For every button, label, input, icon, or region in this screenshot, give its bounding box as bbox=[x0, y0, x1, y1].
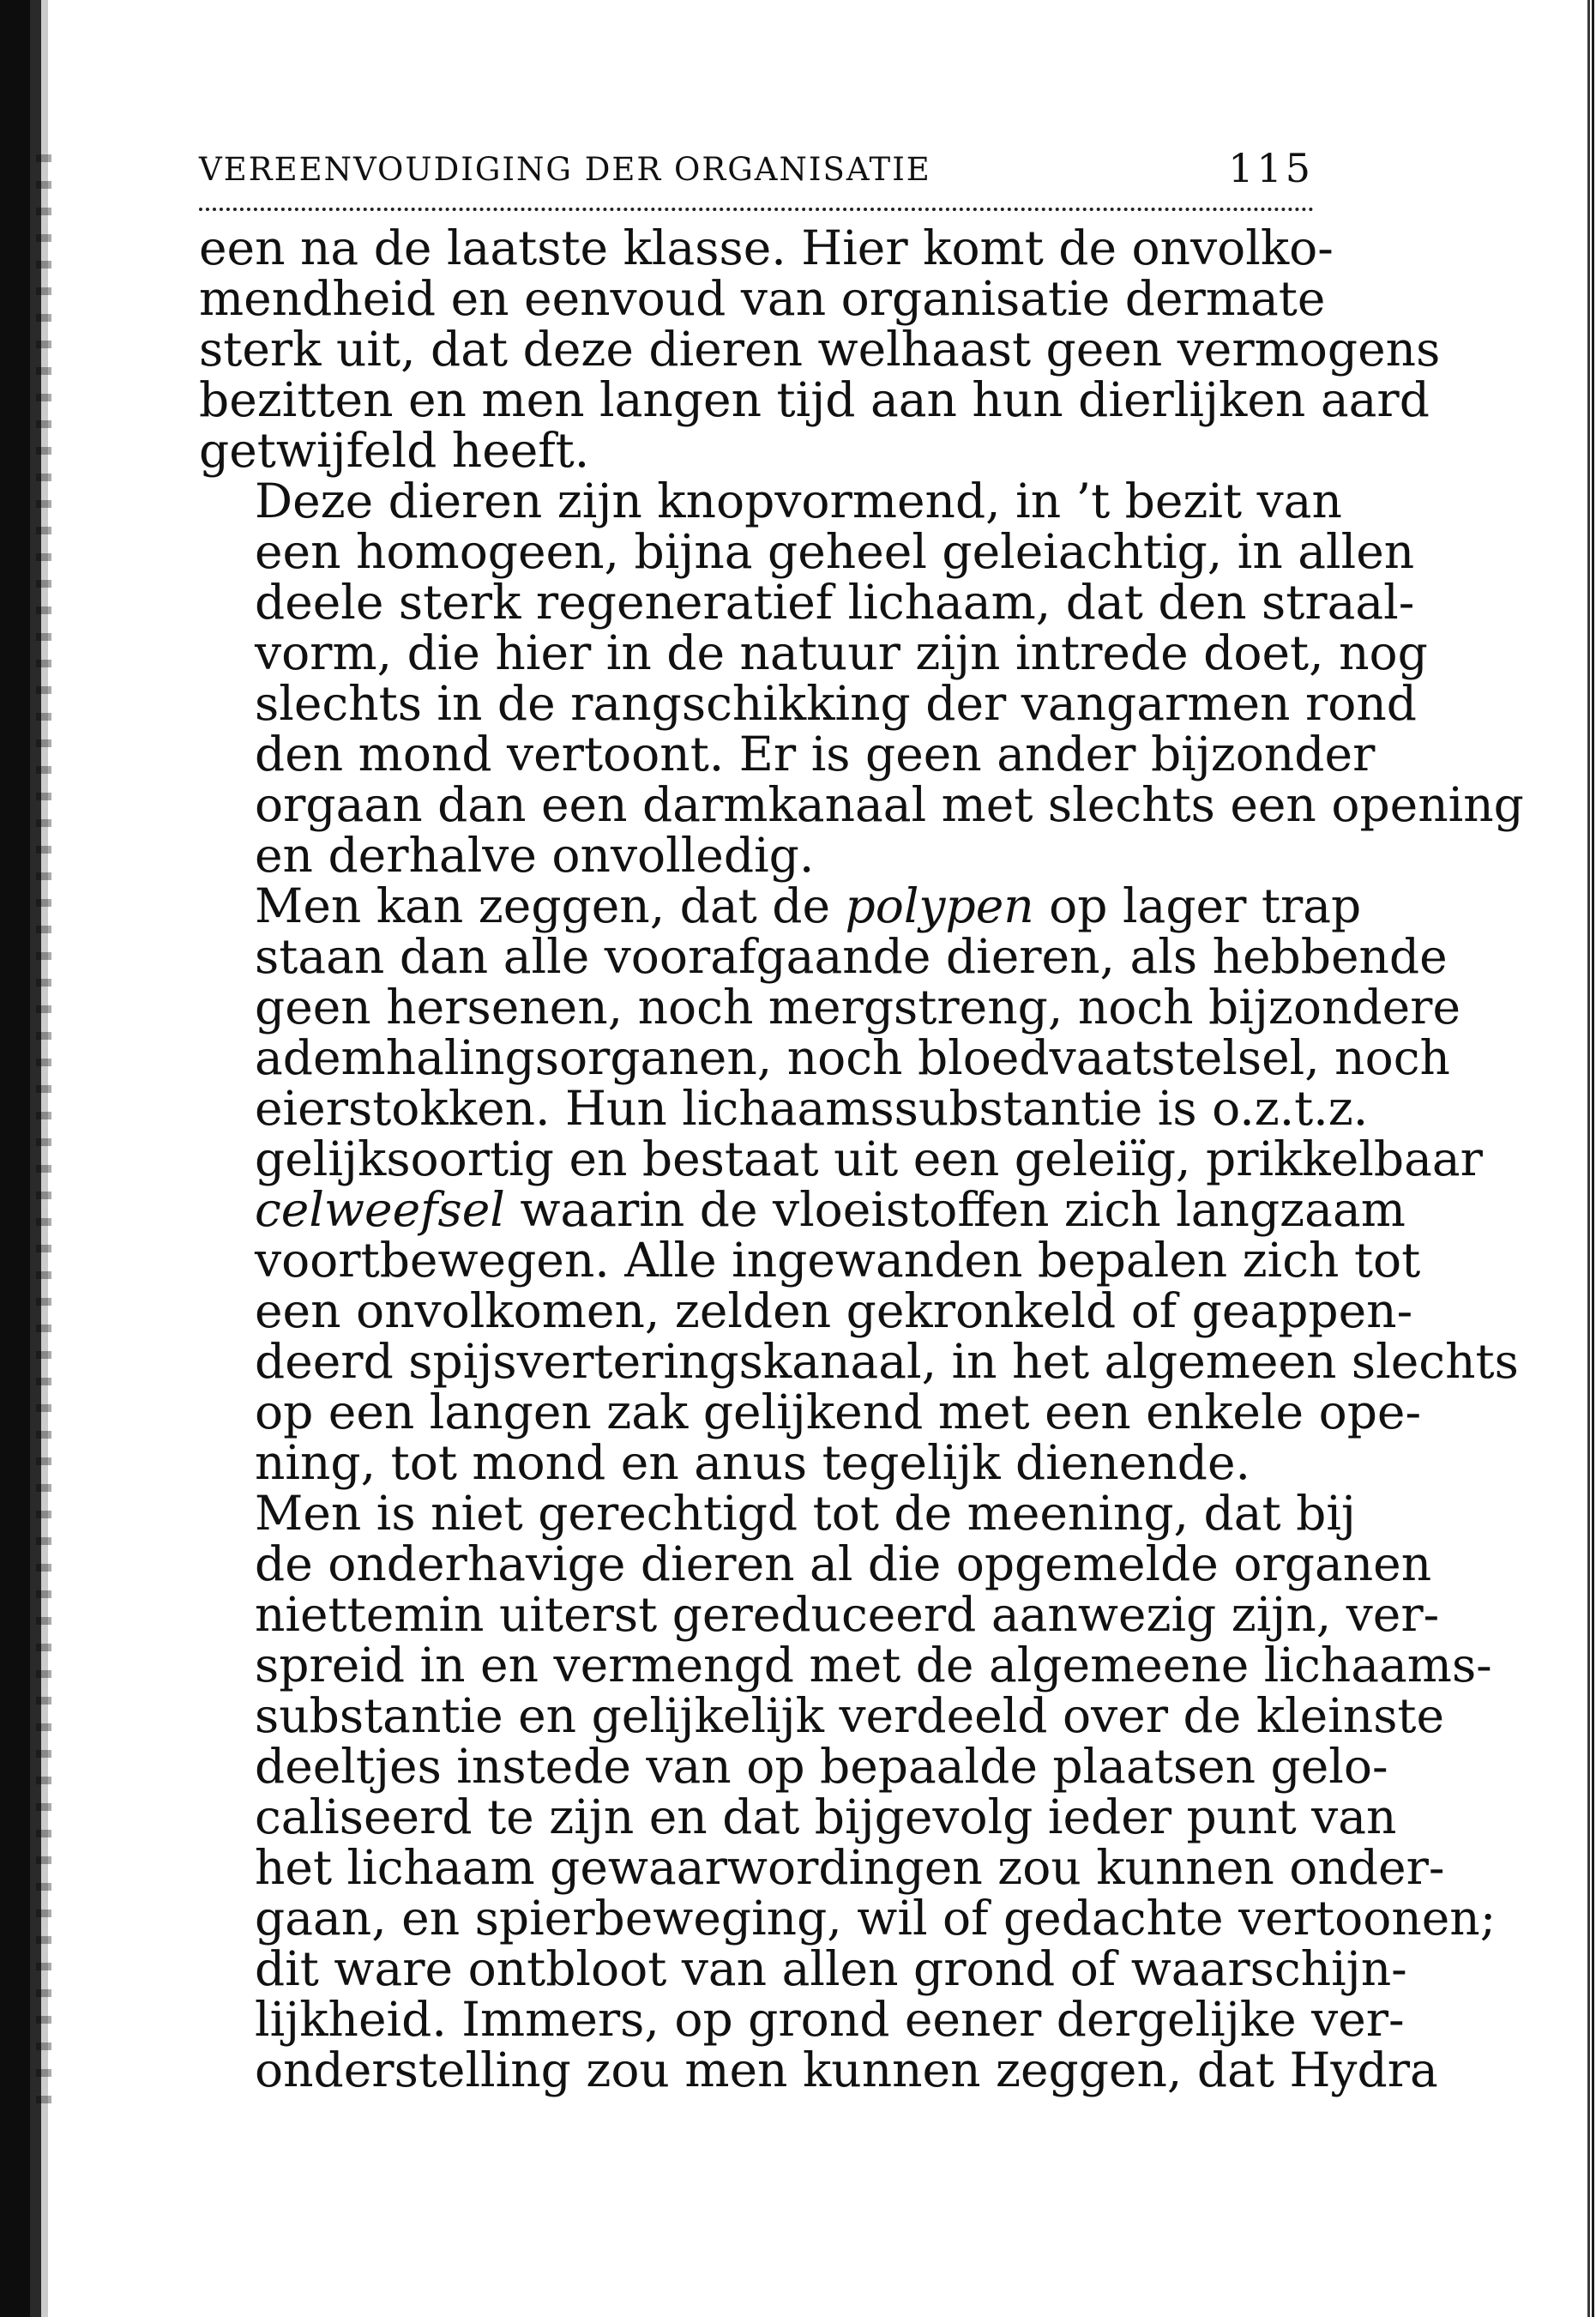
line: dit ware ontbloot van allen grond of waarschijn- bbox=[255, 1941, 1407, 1996]
line: gaan, en spierbeweging, wil of gedachte vertoonen; bbox=[255, 1891, 1497, 1946]
line: ning, tot mond en anus tegelijk dienende. bbox=[255, 1435, 1251, 1490]
line: getwijfeld heeft. bbox=[199, 423, 590, 478]
italic-term: celweefsel bbox=[255, 1182, 505, 1237]
line: caliseerd te zijn en dat bijgevolg ieder punt van bbox=[255, 1789, 1397, 1844]
paragraph-3 bbox=[199, 878, 1519, 1490]
line-text: op lager trap bbox=[1033, 878, 1362, 933]
line: mendheid en eenvoud van organisatie dermate bbox=[199, 271, 1326, 326]
line: de onderhavige dieren al die opgemelde organen bbox=[255, 1536, 1432, 1591]
running-title: VEREENVOUDIGING DER ORGANISATIE bbox=[199, 151, 931, 188]
line: onderstelling zou men kunnen zeggen, dat Hydra bbox=[255, 2042, 1438, 2097]
page-number: 115 bbox=[1228, 145, 1314, 191]
line: bezitten en men langen tijd aan hun dierlijken aard bbox=[199, 372, 1430, 427]
line: staan dan alle voorafgaande dieren, als hebbende bbox=[255, 929, 1448, 984]
line: een na de laatste klasse. Hier komt de onvolko- bbox=[199, 220, 1334, 275]
line: spreid in en vermengd met de algemeene lichaams- bbox=[255, 1638, 1492, 1692]
book-page bbox=[199, 145, 1524, 2097]
line: het lichaam gewaarwordingen zou kunnen onder- bbox=[255, 1840, 1445, 1895]
dotted-rule bbox=[199, 208, 1314, 211]
paragraph-2 bbox=[199, 474, 1524, 883]
line: deeltjes instede van op bepaalde plaatsen gelo- bbox=[255, 1739, 1388, 1794]
line bbox=[199, 1182, 1406, 1237]
paragraph-4 bbox=[199, 1486, 1497, 2097]
line: geen hersenen, noch mergstreng, noch bijzondere bbox=[255, 980, 1461, 1035]
line: een homogeen, bijna geheel geleiachtig, in allen bbox=[255, 524, 1415, 579]
line: substantie en gelijkelijk verdeeld over de kleinste bbox=[255, 1688, 1445, 1743]
line: een onvolkomen, zelden gekronkeld of geappen- bbox=[255, 1283, 1413, 1338]
line-text: waarin de vloeistoffen zich langzaam bbox=[504, 1182, 1406, 1237]
line: den mond vertoont. Er is geen ander bijzonder bbox=[255, 727, 1376, 781]
line: en derhalve onvolledig. bbox=[255, 828, 815, 883]
line: Men is niet gerechtigd tot de meening, dat bij bbox=[255, 1486, 1356, 1541]
line: ademhalingsorganen, noch bloedvaatstelsel, noch bbox=[255, 1030, 1450, 1085]
scan-binding-shadow bbox=[0, 0, 53, 2317]
line bbox=[199, 878, 1362, 933]
scan-page-edge bbox=[1581, 0, 1596, 2317]
line: orgaan dan een darmkanaal met slechts een opening bbox=[255, 777, 1524, 832]
paragraph-1 bbox=[199, 220, 1441, 478]
line: vorm, die hier in de natuur zijn intrede doet, nog bbox=[255, 625, 1428, 680]
line: deele sterk regeneratief lichaam, dat den straal- bbox=[255, 575, 1415, 630]
line: gelijksoortig en bestaat uit een geleiïg, prikkelbaar bbox=[255, 1131, 1483, 1186]
running-head bbox=[199, 146, 1314, 199]
line-text: Men kan zeggen, dat de bbox=[255, 878, 846, 933]
line: slechts in de rangschikking der vangarmen rond bbox=[255, 676, 1417, 731]
line: eierstokken. Hun lichaamssubstantie is o.z.t.z. bbox=[255, 1081, 1369, 1136]
line: lijkheid. Immers, op grond eener dergelijke ver- bbox=[255, 1992, 1405, 2047]
line: sterk uit, dat deze dieren welhaast geen vermogens bbox=[199, 322, 1441, 377]
line: op een langen zak gelijkend met een enkele ope- bbox=[255, 1385, 1422, 1439]
line: Deze dieren zijn knopvormend, in ’t bezit van bbox=[255, 474, 1342, 528]
body-text bbox=[199, 220, 1524, 2097]
italic-term: polypen bbox=[845, 878, 1034, 933]
line: niettemin uiterst gereduceerd aanwezig zijn, ver- bbox=[255, 1587, 1440, 1642]
line: deerd spijsverteringskanaal, in het algemeen slechts bbox=[255, 1334, 1519, 1389]
line: voortbewegen. Alle ingewanden bepalen zich tot bbox=[255, 1233, 1421, 1288]
